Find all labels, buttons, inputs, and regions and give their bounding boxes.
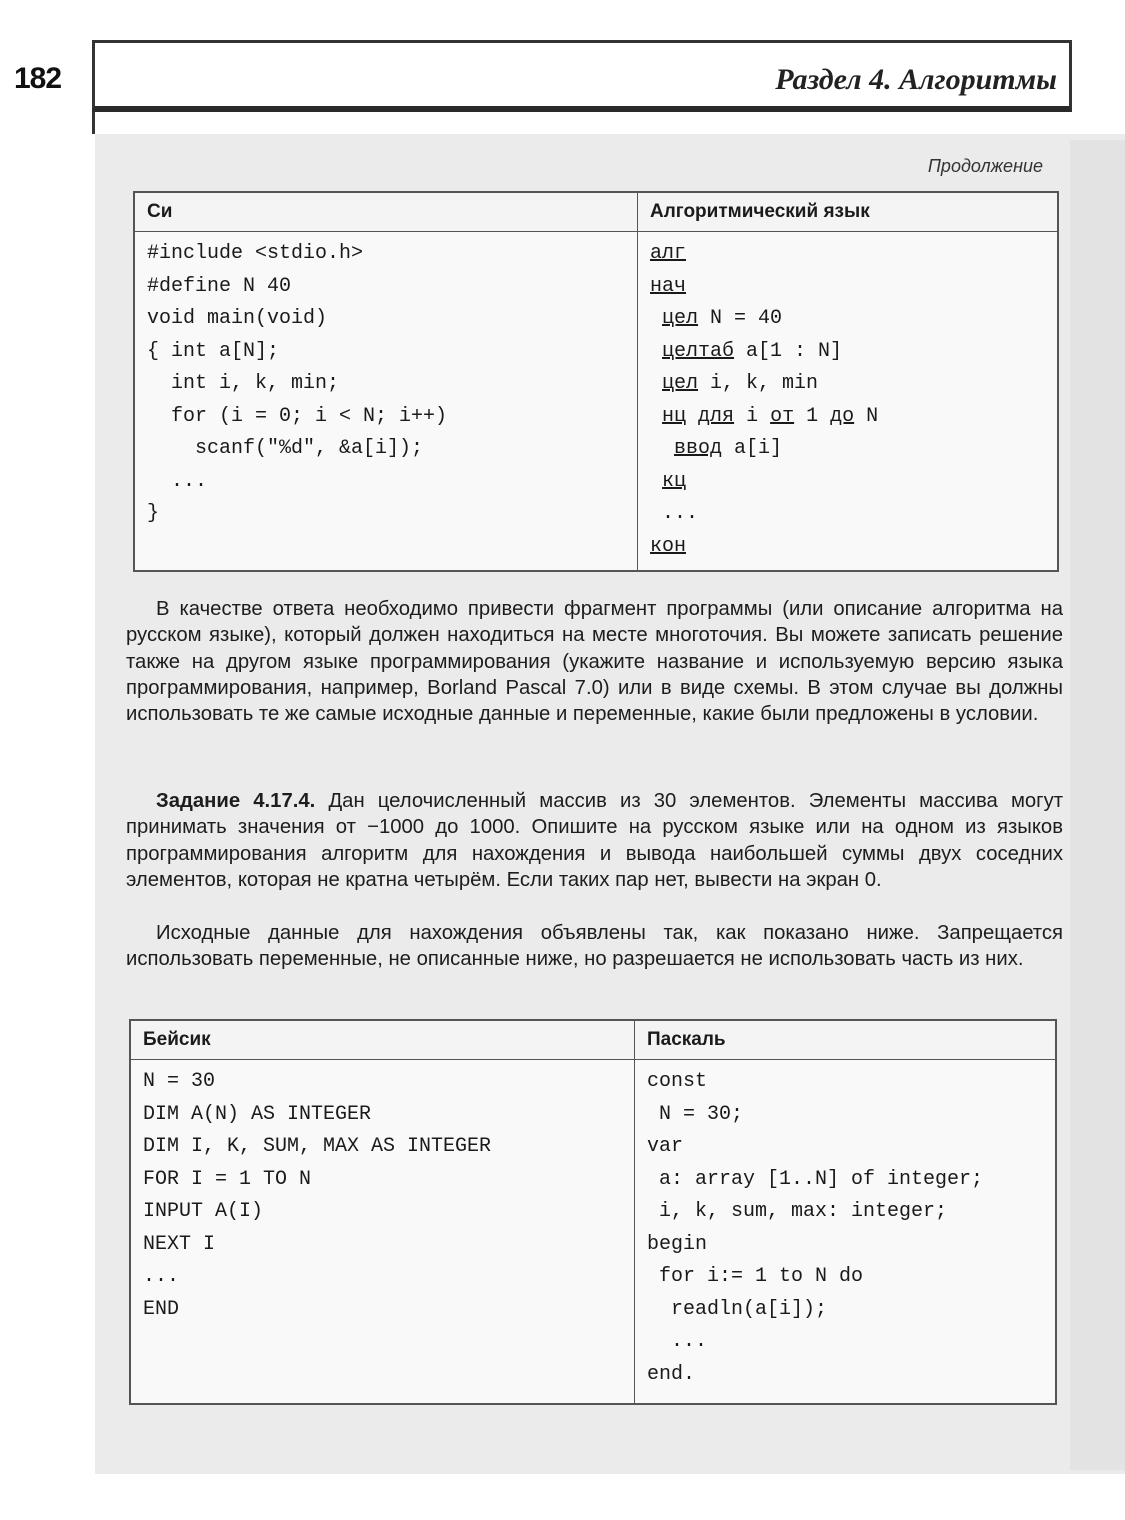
task-data-note: Исходные данные для нахождения объявлены так, как показано ниже. Запрещается использовать переменные, не описанные ниже, но разрешается не использовать часть из них. bbox=[126, 922, 1063, 971]
code-line: #include <stdio.h> bbox=[147, 242, 364, 265]
code-line: INPUT A(I) bbox=[143, 1200, 264, 1223]
code-table-c-algo bbox=[133, 191, 1059, 572]
code-line: #define N 40 bbox=[147, 274, 292, 298]
code-line: ... bbox=[650, 502, 699, 525]
code-line: a: array [1..N] of integer; bbox=[647, 1167, 984, 1191]
task-text: Дан целочисленный массив из 30 элементов. Элементы массива могут принимать значения от −1000 до 1000. Опишите на русском языке или на одном из языков программирования алгоритм для нахождения и вывода наибольшей суммы двух соседних элементов, которая не кратна четырём. Если таких пар нет, вывести на экран 0. bbox=[126, 790, 1064, 891]
code-line: scanf("%d", &a[i]); bbox=[147, 437, 424, 460]
column-header-algorithmic: Алгоритмический язык bbox=[638, 192, 1059, 232]
code-line: кц bbox=[662, 469, 687, 493]
page-number: 182 bbox=[14, 62, 62, 95]
section-header bbox=[92, 40, 1072, 112]
answer-instructions: В качестве ответа необходимо привести фрагмент программы (или описание алгоритма на русском языке), который должен находиться на месте многоточия. Вы можете записать решение также на другом языке программирования (укажите название и используемую версию языка программирования, например, Borland Pascal 7.0) или в виде схемы. В этом случае вы должны использовать те же самые исходные данные и переменные, какие были предложены в условии. bbox=[126, 598, 1063, 726]
code-line: for i:= 1 to N do bbox=[647, 1265, 864, 1288]
code-line: END bbox=[143, 1297, 180, 1321]
pascal-code-cell bbox=[635, 1060, 1057, 1405]
task-label: Задание 4.17.4. bbox=[156, 790, 316, 812]
code-line: DIM A(N) AS INTEGER bbox=[143, 1102, 372, 1126]
code-line: { int a[N]; bbox=[147, 339, 280, 363]
code-line: кон bbox=[650, 534, 687, 558]
task-statement bbox=[126, 788, 1063, 893]
code-line: N = 30; bbox=[647, 1102, 744, 1126]
code-line: ... bbox=[147, 469, 208, 493]
code-line: begin bbox=[647, 1232, 708, 1256]
code-line: NEXT I bbox=[143, 1232, 216, 1256]
code-line: цел N = 40 bbox=[662, 307, 783, 330]
code-line: ввод a[i] bbox=[674, 437, 783, 460]
code-line: алг bbox=[650, 242, 687, 265]
code-line: нач bbox=[650, 274, 687, 298]
code-line: void main(void) bbox=[147, 307, 328, 330]
code-line: const bbox=[647, 1070, 708, 1093]
code-line: нц для i от 1 до N bbox=[662, 404, 879, 428]
code-line: for (i = 0; i < N; i++) bbox=[147, 404, 448, 428]
column-header-pascal: Паскаль bbox=[635, 1020, 1057, 1060]
code-line: var bbox=[647, 1135, 684, 1158]
code-line: DIM I, K, SUM, MAX AS INTEGER bbox=[143, 1135, 492, 1158]
column-header-c: Си bbox=[134, 192, 638, 232]
code-line: int i, k, min; bbox=[147, 372, 340, 395]
code-line: end. bbox=[647, 1362, 696, 1386]
code-line: i, k, sum, max: integer; bbox=[647, 1200, 948, 1223]
c-code-cell bbox=[134, 232, 638, 572]
algo-code-cell bbox=[638, 232, 1059, 572]
code-line: } bbox=[147, 502, 160, 525]
continuation-label: Продолжение bbox=[927, 156, 1043, 176]
column-header-basic: Бейсик bbox=[130, 1020, 635, 1060]
code-line: целтаб a[1 : N] bbox=[662, 339, 843, 363]
page-edge-shadow bbox=[1070, 140, 1125, 1470]
code-line: N = 30 bbox=[143, 1070, 216, 1093]
code-line: цел i, k, min bbox=[662, 372, 819, 395]
code-line: ... bbox=[647, 1330, 708, 1353]
code-table-basic-pascal bbox=[129, 1019, 1057, 1405]
basic-code-cell bbox=[130, 1060, 635, 1405]
code-line: FOR I = 1 TO N bbox=[143, 1167, 312, 1191]
code-line: ... bbox=[143, 1265, 180, 1288]
code-line: readln(a[i]); bbox=[647, 1297, 828, 1321]
section-title: Раздел 4. Алгоритмы bbox=[775, 63, 1057, 96]
header-divider bbox=[92, 112, 95, 134]
